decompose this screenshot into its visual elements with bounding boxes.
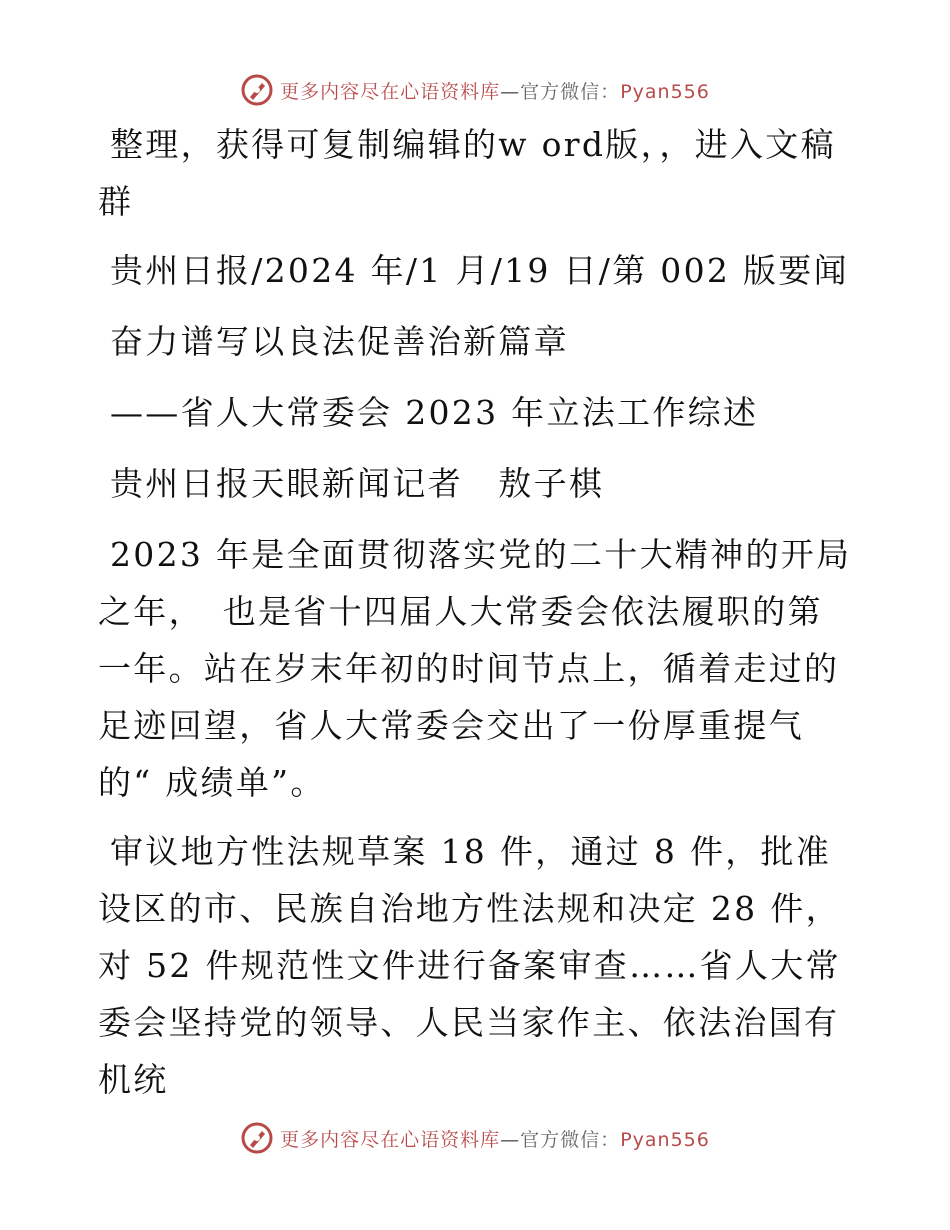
intro-paragraph: 整理，获得可复制编辑的w ord版，，进入文稿群 xyxy=(98,125,836,221)
footer-watermark xyxy=(0,1118,950,1158)
watermark-brand: 更多内容尽在心语资料库 xyxy=(280,1128,501,1151)
watermark-contact-label: 官方微信： xyxy=(520,80,621,103)
watermark-contact-id: Pyan556 xyxy=(620,80,710,103)
source-line: 贵州日报/2024 年/1 月/19 日/第 002 版要闻 xyxy=(110,251,849,290)
document-body xyxy=(98,116,858,1120)
watermark-separator: — xyxy=(500,1128,521,1151)
watermark-text xyxy=(280,1125,710,1152)
watermark-separator: — xyxy=(500,80,521,103)
watermark-contact-id: Pyan556 xyxy=(620,1128,710,1151)
header-watermark xyxy=(0,70,950,110)
watermark-contact-label: 官方微信： xyxy=(520,1128,621,1151)
pen-seal-icon xyxy=(240,1121,274,1155)
body-paragraph-2: 审议地方性法规草案 18 件，通过 8 件，批准设区的市、民族自治地方性法规和决定 28 件，对 52 件规范性文件进行备案审查……省人大常委会坚持党的领导、人民当家作主、依法治国有机统 xyxy=(98,832,841,1099)
pen-seal-icon xyxy=(240,73,274,107)
article-title: 奋力谱写以良法促善治新篇章 xyxy=(110,322,569,361)
article-subtitle: ——省人大常委会 2023 年立法工作综述 xyxy=(110,393,759,432)
body-paragraph-1: 2023 年是全面贯彻落实党的二十大精神的开局之年， 也是省十四届人大常委会依法履职的第一年。站在岁末年初的时间节点上，循着走过的足迹回望，省人大常委会交出了一份厚重提气的“ 成绩单”。 xyxy=(98,535,852,802)
watermark-brand: 更多内容尽在心语资料库 xyxy=(280,80,501,103)
watermark-text xyxy=(280,77,710,104)
byline: 贵州日报天眼新闻记者 敖子棋 xyxy=(110,464,605,503)
